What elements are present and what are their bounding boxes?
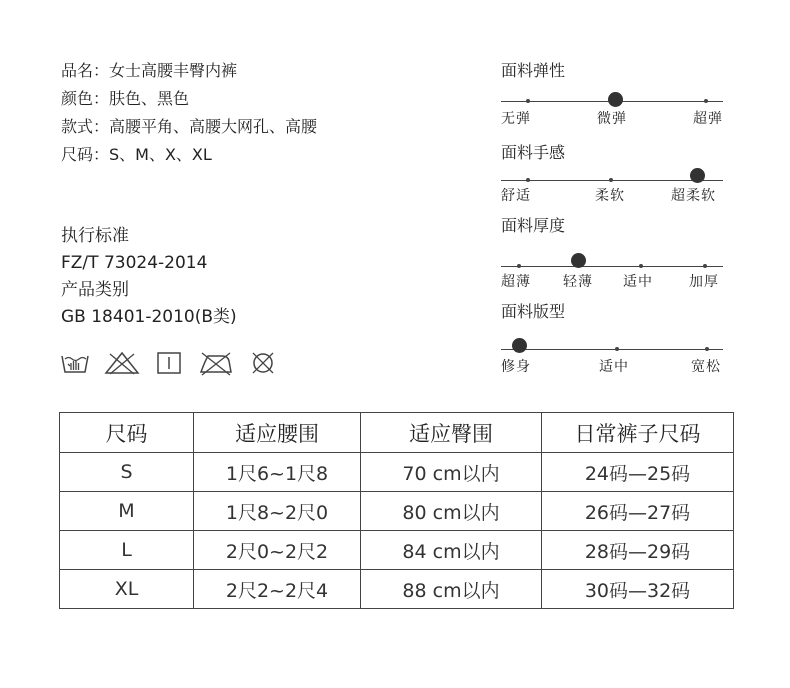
- scale-label: 微弹: [597, 111, 627, 127]
- table-row: [60, 492, 734, 531]
- scale-tick: [609, 178, 613, 182]
- scale-tick: [704, 99, 708, 103]
- table-row: [60, 453, 734, 492]
- scale-label: 无弹: [501, 111, 531, 127]
- pants-size-cell: 26码—27码: [542, 492, 734, 531]
- scale-tick: [526, 178, 530, 182]
- selected-marker: [571, 253, 586, 268]
- waist-cell: 2尺2~2尺4: [194, 570, 361, 609]
- pants-size-cell: 24码—25码: [542, 453, 734, 492]
- pants-size-cell: 28码—29码: [542, 531, 734, 570]
- selected-marker: [608, 92, 623, 107]
- table-row: [60, 531, 734, 570]
- product-info: [61, 57, 317, 169]
- selected-marker: [690, 168, 705, 183]
- scale-label: 柔软: [595, 188, 625, 204]
- table-header-row: [60, 413, 734, 453]
- size-cell: XL: [60, 570, 194, 609]
- no-dry-clean-icon: [248, 350, 278, 376]
- scale-tick: [639, 264, 643, 268]
- size-cell: S: [60, 453, 194, 492]
- fabric-feel-scale: [501, 140, 723, 212]
- product-color: 颜色：肤色、黑色: [61, 89, 190, 108]
- product-name: 品名：女士高腰丰臀内裤: [61, 61, 238, 80]
- header-pants-size: 日常裤子尺码: [542, 413, 734, 453]
- standard-code: FZ/T 73024-2014: [61, 253, 208, 273]
- product-sizes: 尺码：S、M、X、XL: [61, 145, 212, 164]
- category-label: 产品类别: [61, 280, 129, 300]
- scale-tick: [615, 347, 619, 351]
- hand-wash-icon: [60, 350, 90, 376]
- header-waist: 适应腰围: [194, 413, 361, 453]
- waist-cell: 1尺6~1尺8: [194, 453, 361, 492]
- scale-line: [501, 266, 723, 267]
- standard-label: 执行标准: [61, 226, 129, 246]
- product-style: 款式：高腰平角、高腰大网孔、高腰: [61, 117, 318, 136]
- fabric-thickness-scale: [501, 213, 723, 293]
- hip-cell: 80 cm以内: [361, 492, 542, 531]
- no-iron-icon: [198, 350, 234, 376]
- scale-title: 面料版型: [501, 302, 566, 321]
- scale-tick: [703, 264, 707, 268]
- hip-cell: 84 cm以内: [361, 531, 542, 570]
- scale-label: 加厚: [689, 274, 719, 290]
- scale-tick: [517, 264, 521, 268]
- scale-label: 宽松: [691, 359, 721, 375]
- header-size: 尺码: [60, 413, 194, 453]
- standards-block: [61, 223, 237, 331]
- fabric-fit-scale: [501, 299, 723, 379]
- hip-cell: 70 cm以内: [361, 453, 542, 492]
- size-table: [59, 412, 734, 609]
- fabric-elasticity-scale: [501, 58, 723, 130]
- selected-marker: [512, 338, 527, 353]
- scale-title: 面料弹性: [501, 61, 566, 80]
- hip-cell: 88 cm以内: [361, 570, 542, 609]
- care-icons: [60, 350, 278, 376]
- line-dry-icon: [154, 350, 184, 376]
- scale-title: 面料手感: [501, 143, 566, 162]
- no-bleach-icon: [104, 350, 140, 376]
- scale-label: 超柔软: [671, 188, 716, 204]
- scale-label: 适中: [599, 359, 629, 375]
- header-hip: 适应臀围: [361, 413, 542, 453]
- waist-cell: 2尺0~2尺2: [194, 531, 361, 570]
- scale-label: 轻薄: [563, 274, 593, 290]
- scale-line: [501, 349, 723, 350]
- size-cell: M: [60, 492, 194, 531]
- scale-label: 超弹: [693, 111, 723, 127]
- scale-label: 适中: [623, 274, 653, 290]
- table-row: [60, 570, 734, 609]
- scale-label: 超薄: [501, 274, 531, 290]
- scale-label: 舒适: [501, 188, 531, 204]
- pants-size-cell: 30码—32码: [542, 570, 734, 609]
- size-cell: L: [60, 531, 194, 570]
- category-code: GB 18401-2010(B类): [61, 307, 237, 327]
- waist-cell: 1尺8~2尺0: [194, 492, 361, 531]
- scale-tick: [705, 347, 709, 351]
- scale-title: 面料厚度: [501, 216, 566, 235]
- scale-label: 修身: [501, 359, 531, 375]
- scale-tick: [526, 99, 530, 103]
